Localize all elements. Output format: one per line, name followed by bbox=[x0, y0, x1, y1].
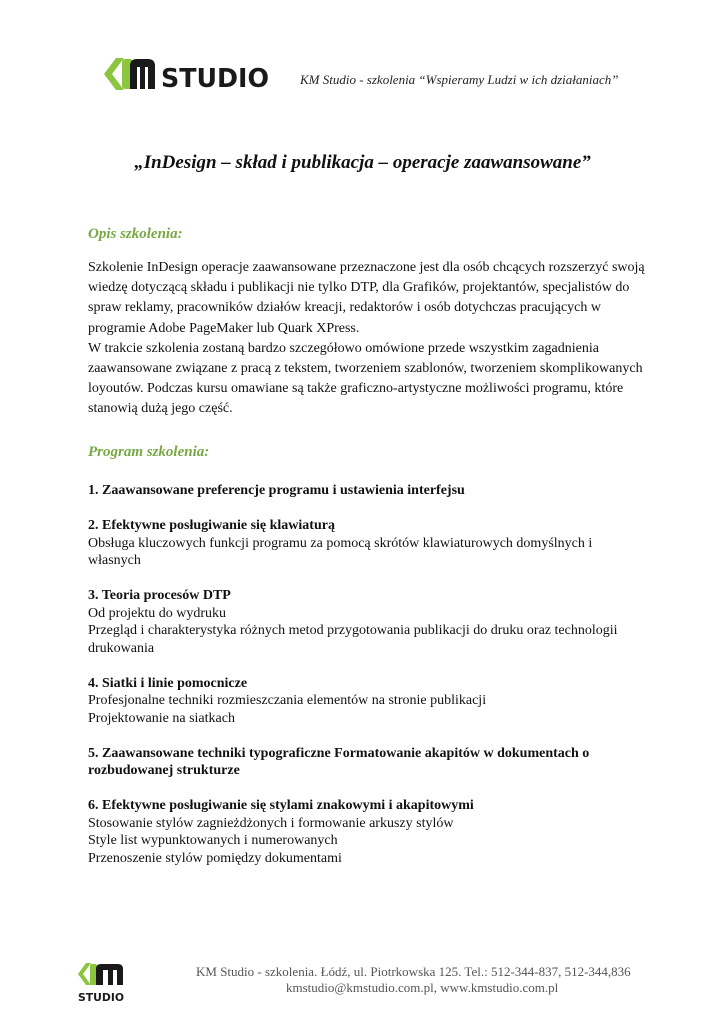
km-studio-logo bbox=[104, 56, 272, 92]
module-line: Przenoszenie stylów pomiędzy dokumentami bbox=[88, 850, 342, 866]
module-line: Przegląd i charakterystyka różnych metod przygotowania publikacji do druku oraz technologii drukowania bbox=[88, 623, 618, 656]
program-module-1 bbox=[88, 482, 648, 500]
module-line: Obsługa kluczowych funkcji programu za pomocą skrótów klawiaturowych domyślnych i własnych bbox=[88, 535, 593, 568]
module-line: Profesjonalne techniki rozmieszczania elementów na stronie publikacji bbox=[88, 693, 487, 708]
module-title: 5. Zaawansowane techniki typograficzne Formatowanie akapitów w dokumentach o rozbudowanej strukturze bbox=[88, 745, 590, 778]
km-studio-footer-logo bbox=[76, 960, 126, 1004]
module-title: 3. Teoria procesów DTP bbox=[88, 588, 231, 603]
footer-contact: kmstudio@kmstudio.com.pl, www.kmstudio.com.pl bbox=[286, 980, 559, 995]
module-title: 6. Efektywne posługiwanie się stylami znakowymi i akapitowymi bbox=[88, 798, 474, 813]
module-line: Projektowanie na siatkach bbox=[88, 710, 235, 726]
page-footer bbox=[0, 958, 725, 1008]
program-heading: Program szkolenia: bbox=[88, 444, 210, 460]
footer-address: KM Studio - szkolenia. Łódź, ul. Piotrkowska 125. Tel.: 512-344-837, 512-344,836 bbox=[196, 964, 631, 979]
program-module-3 bbox=[88, 587, 648, 657]
header-tagline: KM Studio - szkolenia “Wspieramy Ludzi w ich działaniach” bbox=[300, 72, 619, 87]
program-module-2 bbox=[88, 517, 648, 570]
document-title: „InDesign – skład i publikacja – operacje zaawansowane” bbox=[134, 152, 591, 173]
opis-paragraph-2: W trakcie szkolenia zostaną bardzo szczegółowo omówione przede wszystkim zagadnienia zaawansowane związane z pracą z tekstem, tworzeniem szablonów, tworzeniem skomplikowanych loyoutów. Podczas kursu omawiane są także graficzno-artystyczne możliwości programu, które stanowią dużą jego część. bbox=[88, 340, 643, 417]
opis-heading: Opis szkolenia: bbox=[88, 226, 183, 242]
module-line: Style list wypunktowanych i numerowanych bbox=[88, 833, 338, 848]
svg-text:STUDIO: STUDIO bbox=[78, 991, 124, 1004]
module-title: 1. Zaawansowane preferencje programu i ustawienia interfejsu bbox=[88, 483, 465, 498]
program-module-6 bbox=[88, 797, 648, 867]
opis-description bbox=[88, 258, 648, 420]
program-list bbox=[88, 482, 648, 885]
program-module-5 bbox=[88, 745, 648, 780]
page-header bbox=[104, 56, 664, 96]
module-line: Stosowanie stylów zagnieżdżonych i formowanie arkuszy stylów bbox=[88, 815, 454, 831]
module-title: 4. Siatki i linie pomocnicze bbox=[88, 675, 248, 691]
opis-paragraph-1: Szkolenie InDesign operacje zaawansowane przeznaczone jest dla osób chcących rozszerzyć swoją wiedzę dotyczącą składu i publikacji nie tylko DTP, dla Grafików, projektantów, specjalistów do spraw reklamy, pracowników działów kreacji, redaktorów i osób dotychczas pracujących w programie Adobe PageMaker lub Quark XPress. bbox=[88, 260, 645, 336]
program-module-4 bbox=[88, 675, 648, 728]
module-title: 2. Efektywne posługiwanie się klawiaturą bbox=[88, 518, 335, 533]
svg-text:STUDIO: STUDIO bbox=[161, 64, 269, 92]
module-line: Od projektu do wydruku bbox=[88, 605, 227, 621]
